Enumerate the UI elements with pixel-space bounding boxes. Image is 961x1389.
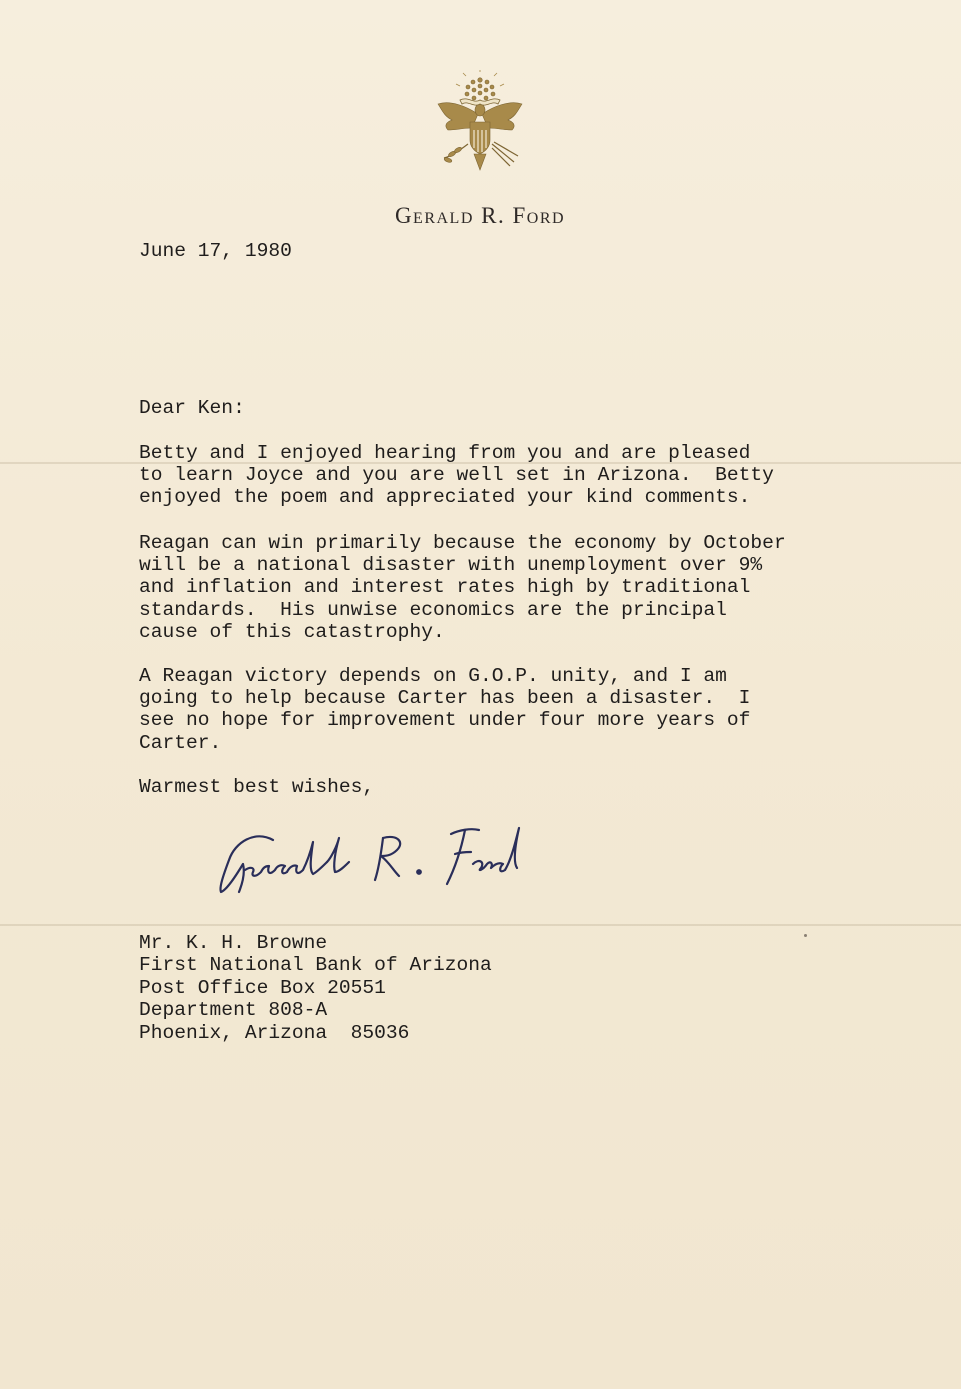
recipient-department: Department 808-A xyxy=(139,999,328,1021)
fold-line xyxy=(0,924,961,926)
recipient-company: First National Bank of Arizona xyxy=(139,954,492,976)
recipient-name: Mr. K. H. Browne xyxy=(139,932,328,954)
presidential-seal-icon xyxy=(430,70,530,182)
banner xyxy=(460,99,500,105)
paper-speck xyxy=(804,934,807,937)
recipient-city: Phoenix, Arizona 85036 xyxy=(139,1022,410,1044)
eagle-head xyxy=(475,104,485,116)
star-cloud xyxy=(465,78,495,100)
salutation: Dear Ken: xyxy=(139,397,245,419)
eagle-tail xyxy=(474,154,486,170)
letterhead-name: Gerald R. Ford xyxy=(394,203,566,228)
body-paragraph-3: A Reagan victory depends on G.O.P. unity, and I am going to help because Carter has been a disaster. I see no hope for improvement under four more years of Carter. xyxy=(139,665,751,754)
signature xyxy=(215,820,535,900)
closing: Warmest best wishes, xyxy=(139,776,375,798)
letter-date: June 17, 1980 xyxy=(139,240,292,262)
shield xyxy=(470,122,490,154)
body-paragraph-1: Betty and I enjoyed hearing from you and are pleased to learn Joyce and you are well set in Arizona. Betty enjoyed the poem and appreciated your kind comments. xyxy=(139,442,774,509)
recipient-po-box: Post Office Box 20551 xyxy=(139,977,386,999)
arrows xyxy=(492,142,518,166)
body-paragraph-2: Reagan can win primarily because the economy by October will be a national disaster with unemployment over 9% and inflation and interest rates high by traditional standards. His unwise economics are the principal cause of this catastrophy. xyxy=(139,532,786,643)
